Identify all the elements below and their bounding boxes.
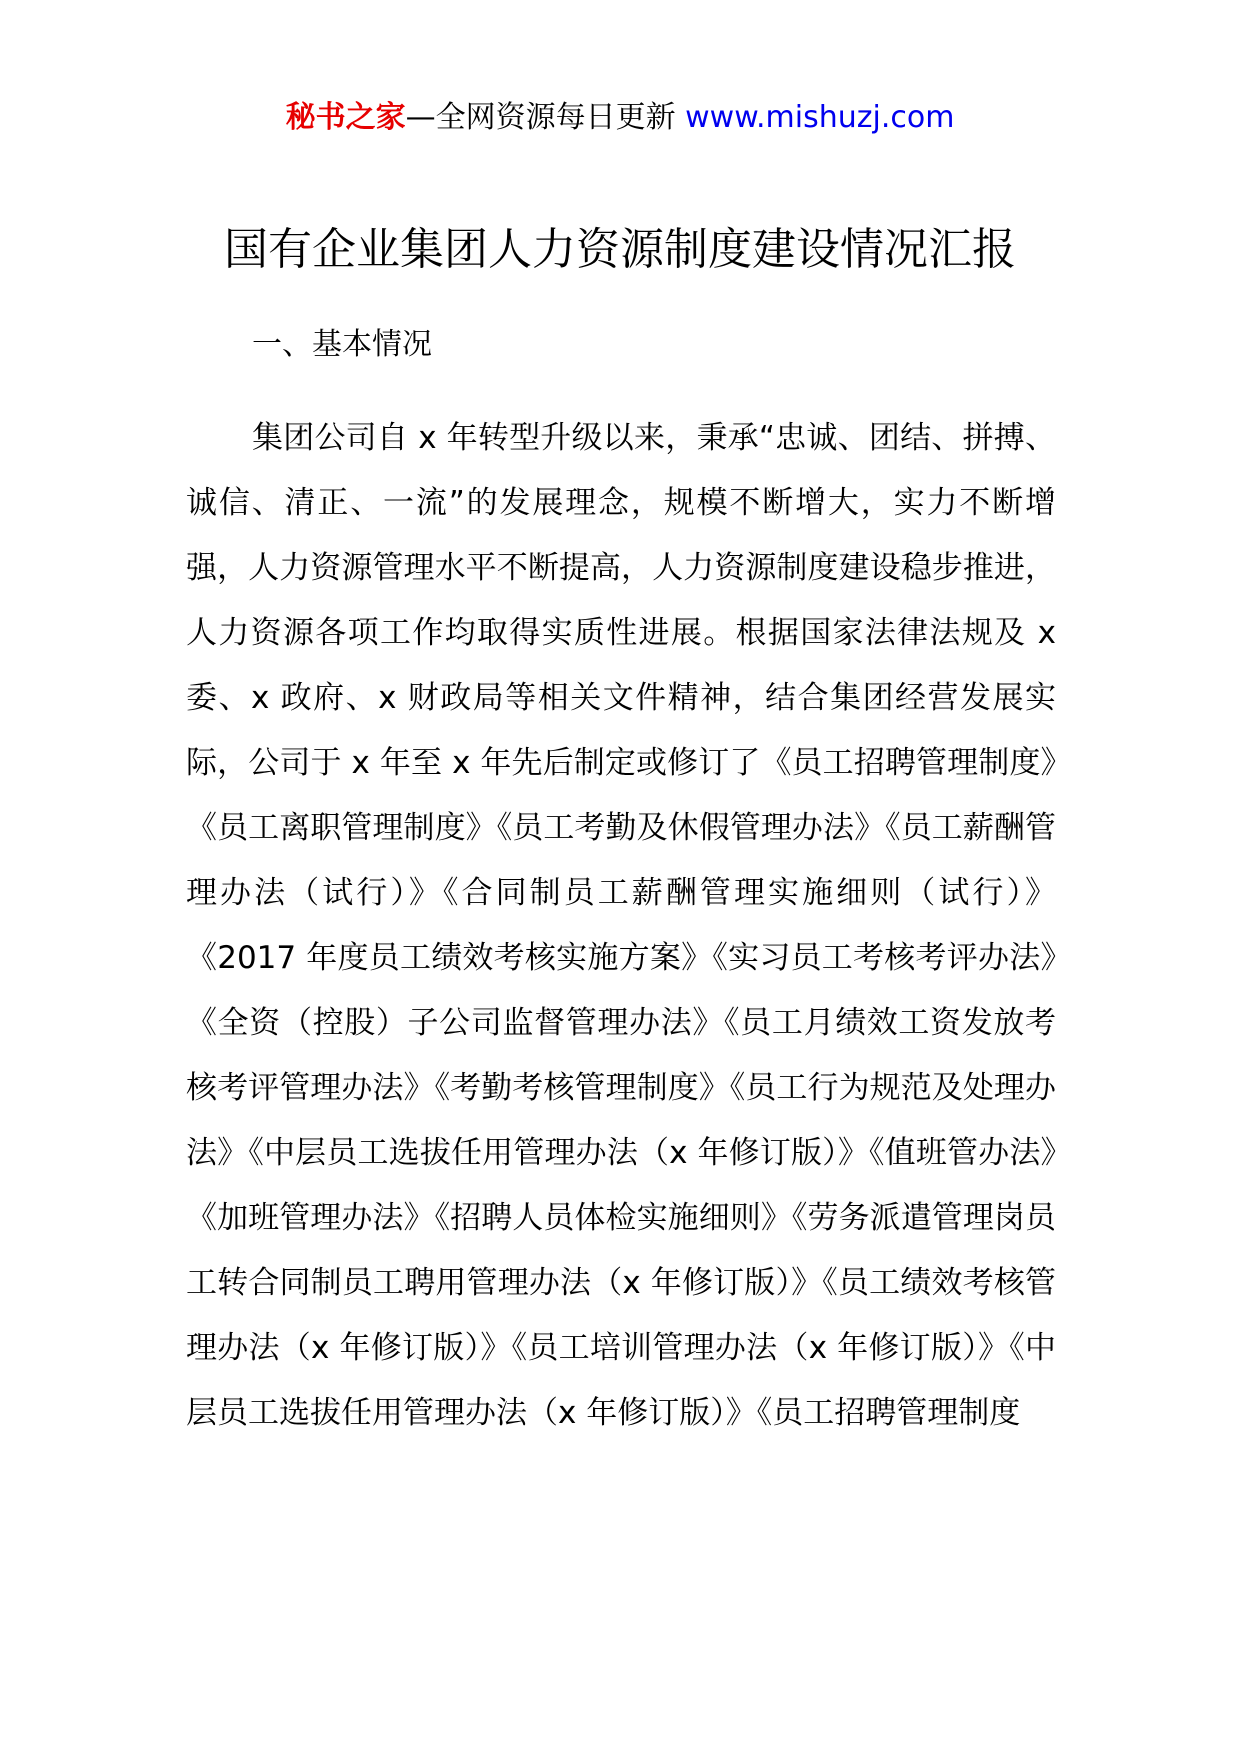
body-paragraph: 集团公司自 x 年转型升级以来，秉承“忠诚、团结、拼搏、诚信、清正、一流”的发展理念，规模不断增大，实力不断增强，人力资源管理水平不断提高，人力资源制度建设稳步推进，人力资源各项工作均取得实质性进展。根据国家法律法规及 x 委、x 政府、x 财政局等相关文件精神，结合集团经营发展实际，公司于 x 年至 x 年先后制定或修订了《员工招聘管理制度》《员工离职管理制度》《员工考勤及休假管理办法》《员工薪酬管理办法（试行）》《合同制员工薪酬管理实施细则（试行）》《2017 年度员工绩效考核实施方案》《实习员工考核考评办法》《全资（控股）子公司监督管理办法》《员工月绩效工资发放考核考评管理办法》《考勤考核管理制度》《员工行为规范及处理办法》《中层员工选拔任用管理办法（x 年修订版）》《值班管办法》《加班管理办法》《招聘人员体检实施细则》《劳务派遣管理岗员工转合同制员工聘用管理办法（x 年修订版）》《员工绩效考核管理办法（x 年修订版）》《员工培训管理办法（x 年修订版）》《中层员工选拔任用管理办法（x 年修订版）》《员工招聘管理制度	[186, 420, 1056, 1431]
site-brand: 秘书之家	[285, 100, 406, 135]
site-url-link[interactable]: www.mishuzj.com	[685, 100, 955, 135]
section-heading: 一、基本情况	[252, 327, 432, 362]
document-title: 国有企业集团人力资源制度建设情况汇报	[224, 224, 1016, 275]
site-tagline: —全网资源每日更新	[405, 100, 676, 135]
site-header	[0, 98, 1240, 138]
